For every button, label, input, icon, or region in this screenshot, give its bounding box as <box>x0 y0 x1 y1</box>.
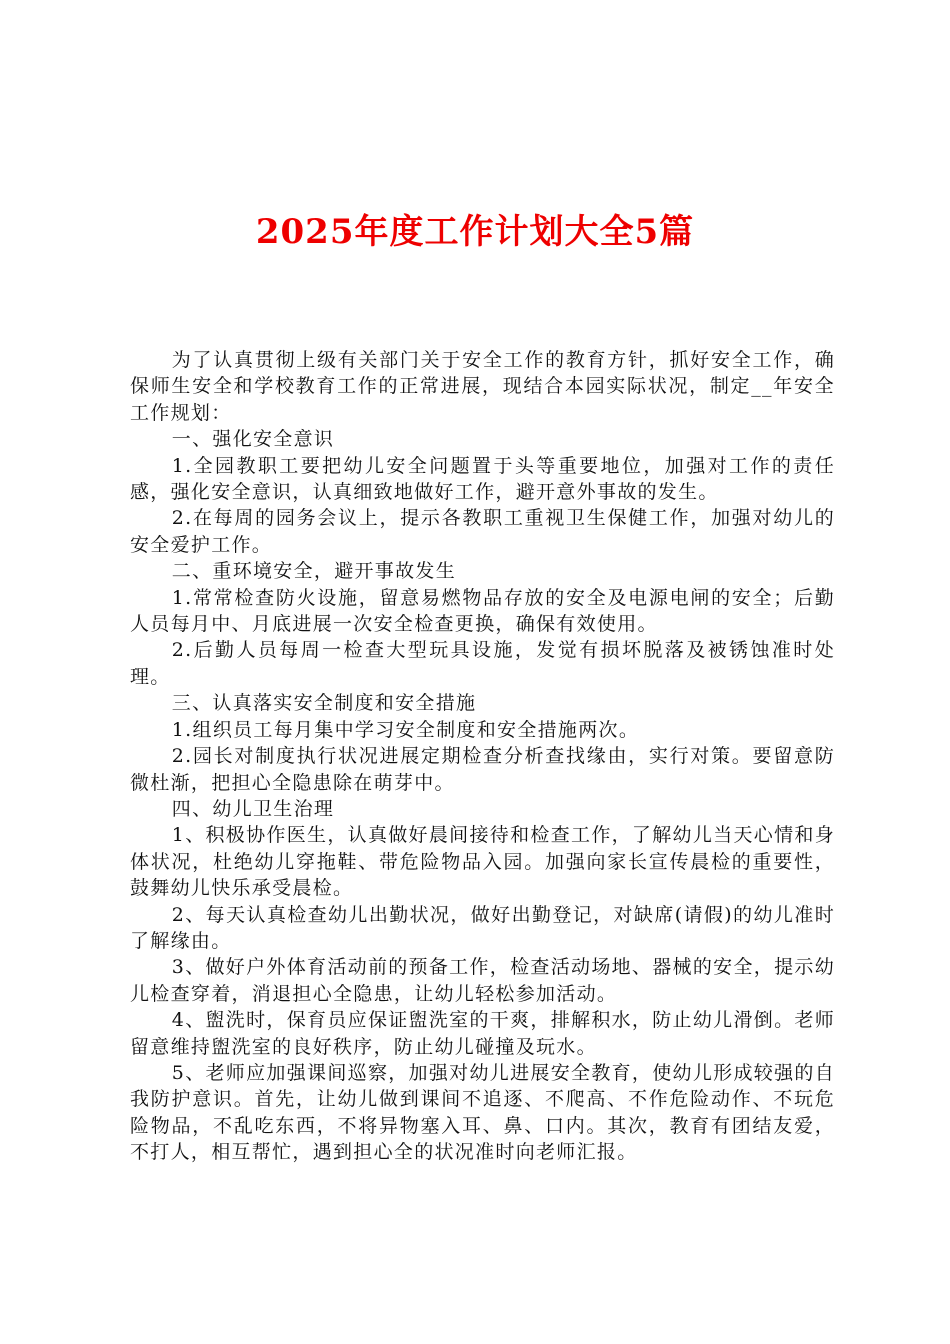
paragraph: 1.组织员工每月集中学习安全制度和安全措施两次。 <box>171 718 640 741</box>
paragraph: 2、每天认真检查幼儿出勤状况，做好出勤登记，对缺席(请假)的幼儿准时了解缘由。 <box>130 903 835 952</box>
document-title: 2025年度工作计划大全5篇 <box>255 212 695 252</box>
paragraph: 1、积极协作医生，认真做好晨间接待和检查工作，了解幼儿当天心情和身体状况，杜绝幼儿穿拖鞋、带危险物品入园。加强向家长宣传晨检的重要性，鼓舞幼儿快乐承受晨检。 <box>130 824 835 900</box>
paragraph: 1.全园教职工要把幼儿安全问题置于头等重要地位，加强对工作的责任感，强化安全意识，认真细致地做好工作，避开意外事故的发生。 <box>130 454 835 504</box>
section-heading-4: 四、幼儿卫生治理 <box>171 797 335 820</box>
document-body <box>130 347 835 1166</box>
section-heading-3: 三、认真落实安全制度和安全措施 <box>171 692 477 715</box>
paragraph: 2.在每周的园务会议上，提示各教职工重视卫生保健工作，加强对幼儿的安全爱护工作。 <box>130 507 835 556</box>
section-heading-1: 一、强化安全意识 <box>171 428 335 451</box>
paragraph: 1.常常检查防火设施，留意易燃物品存放的安全及电源电闸的安全；后勤人员每月中、月底进展一次安全检查更换，确保有效使用。 <box>130 586 835 636</box>
paragraph: 2.园长对制度执行状况进展定期检查分析查找缘由，实行对策。要留意防微杜渐，把担心全隐患除在萌芽中。 <box>130 745 835 794</box>
paragraph: 5、老师应加强课间巡察，加强对幼儿进展安全教育，使幼儿形成较强的自我防护意识。首先，让幼儿做到课间不追逐、不爬高、不作危险动作、不玩危险物品，不乱吃东西，不将异物塞入耳、鼻、口内。其次，教育有团结友爱，不打人，相互帮忙，遇到担心全的状况准时向老师汇报。 <box>130 1061 835 1164</box>
paragraph: 4、盥洗时，保育员应保证盥洗室的干爽，排解积水，防止幼儿滑倒。老师留意维持盥洗室的良好秩序，防止幼儿碰撞及玩水。 <box>130 1009 835 1058</box>
paragraph: 3、做好户外体育活动前的预备工作，检查活动场地、器械的安全，提示幼儿检查穿着，消退担心全隐患，让幼儿轻松参加活动。 <box>130 956 835 1005</box>
paragraph-intro: 为了认真贯彻上级有关部门关于安全工作的教育方针，抓好安全工作，确保师生安全和学校教育工作的正常进展，现结合本园实际状况，制定__年安全工作规划： <box>130 349 835 424</box>
paragraph: 2.后勤人员每周一检查大型玩具设施，发觉有损坏脱落及被锈蚀准时处理。 <box>130 639 835 688</box>
section-heading-2: 二、重环境安全，避开事故发生 <box>171 560 456 583</box>
